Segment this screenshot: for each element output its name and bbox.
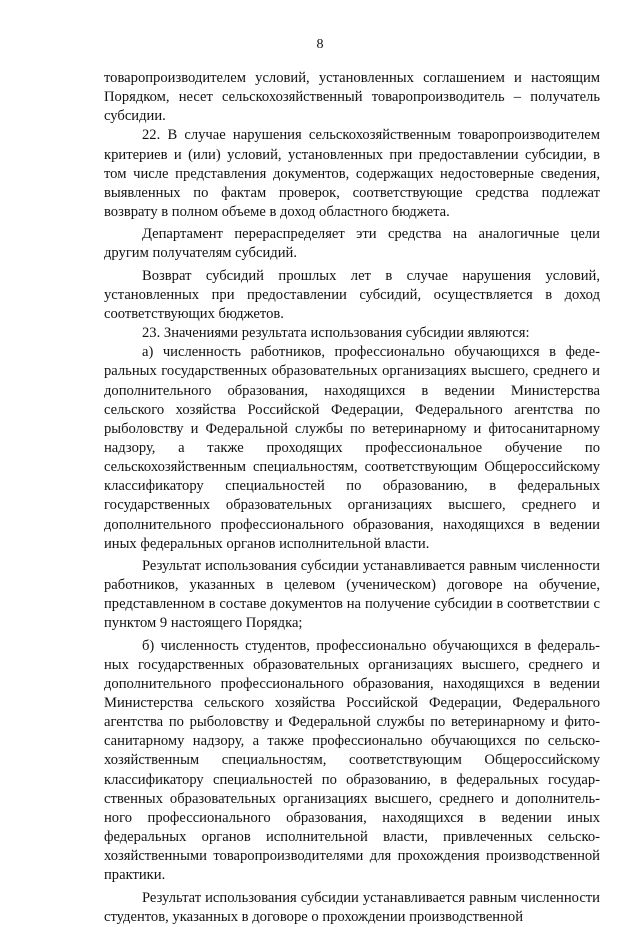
paragraph-clause-23: 23. Значениями результата использования субсидии являются: <box>142 325 530 342</box>
paragraph-refund: Возврат субсидий прошлых лет в случае нарушения условий, установленных при предоставлении субсидий, осуществляется в доход соответствующих бюджетов. <box>104 267 600 322</box>
paragraph-redistribution: Департамент перераспределяет эти средства на аналогичные цели другим получателям субсидий. <box>104 226 600 262</box>
paragraph-result-a: Результат использования субсидии устанавливается равным численности работников, указанных в целевом (ученическом) договоре на обучение, представленном в составе документов на получение субсидии в соответствии с пунктом 9 настоящего Порядка; <box>104 557 600 632</box>
paragraph-item-a: а) численность работников, профессионально обучающихся в федеральных государственных образовательных организациях высшего, среднего и дополнительного образования, находящихся в ведении Министерства сельского хозяйства Российской Федерации, Федерального агентства по рыболовству и Федеральной службы по ветеринарному и фитосанитарному надзору, а также проходящих профессиональное обучение по сельскохозяйственным специальностям, соответствующим Общероссийскому классификатору специальностей по образованию, в федеральных государственных образовательных организациях высшего, среднего и дополнительного профессионального образования, находящихся в ведении иных федеральных органов исполнительной власти. <box>104 344 600 552</box>
paragraph-item-b: б) численность студентов, профессионально обучающихся в федеральных государственных образовательных организациях высшего, среднего и дополнительного профессионального образования, находящихся в ведении Министерства сельского хозяйства Российской Федерации, Федерального агентства по рыболовству и Федеральной службы по ветеринарному и фитосанитарному надзору, а также профессионально обучающихся по сельскохозяйственным специальностям, соответствующим Общероссийскому классификатору специальностей по образованию, в федеральных государственных образовательных организациях высшего, среднего и дополнительного профессионального образования, находящихся в ведении иных федеральных органов исполнительной власти, привлеченных сельскохозяйственными товаропроизводителями для прохождения производственной практики. <box>104 637 600 884</box>
page-number: 8 <box>316 37 324 52</box>
paragraph-result-b: Результат использования субсидии устанавливается равным численности студентов, указанных в договоре о прохождении производственной <box>104 889 600 925</box>
document-body <box>104 69 600 927</box>
paragraph-clause-22: 22. В случае нарушения сельскохозяйственным товаропроизводителем критериев и (или) условий, установленных при предоставлении субсидии, в том числе представления документов, содержащих недостоверные сведения, выявленных по фактам проверок, соответствующие средства подлежат возврату в полном объеме в доход областного бюджета. <box>104 127 600 221</box>
paragraph-continuation: товаропроизводителем условий, установленных соглашением и настоящим Порядком, несет сельскохозяйственный товаропроизводитель – получатель субсидии. <box>104 70 600 125</box>
